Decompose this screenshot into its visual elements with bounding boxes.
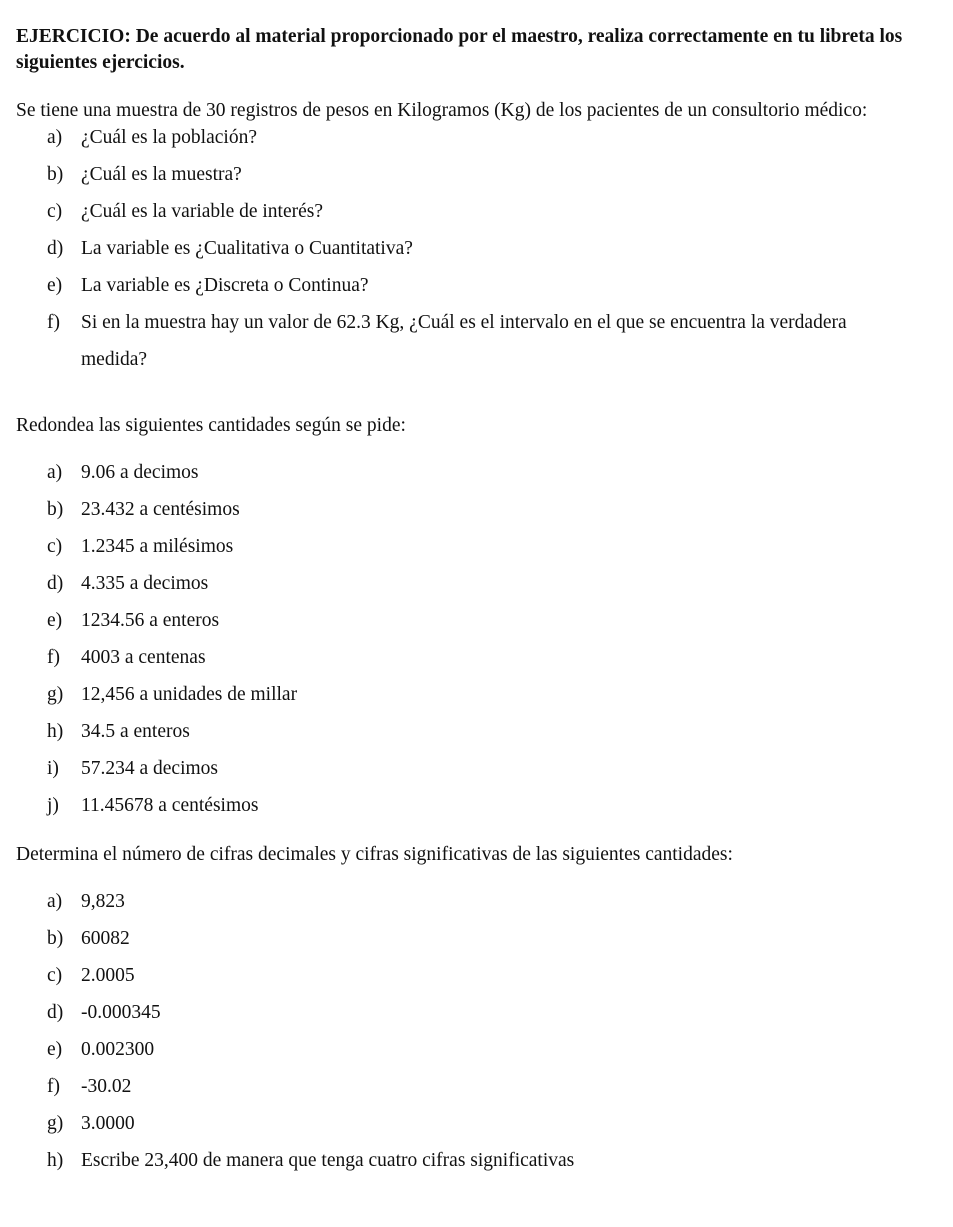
item-letter: c) [47,201,63,222]
list-item [16,926,916,951]
section2-heading: Redondea las siguientes cantidades según se pide: [16,415,406,436]
list-item [16,460,916,485]
item-text: -30.02 [81,1076,132,1097]
item-text: -0.000345 [81,1002,161,1023]
item-text: 4.335 a decimos [81,573,209,594]
list-item [16,534,916,559]
list-item [16,719,916,744]
item-text: 34.5 a enteros [81,721,190,742]
item-letter: f) [47,1076,60,1097]
list-item [16,1000,916,1025]
item-letter: g) [47,684,64,705]
item-letter: a) [47,462,63,483]
list-item [16,1074,916,1099]
document-page [16,24,916,1185]
item-letter: b) [47,164,64,185]
list-item [16,497,916,522]
list-item [16,162,916,187]
item-text: Escribe 23,400 de manera que tenga cuatro cifras significativas [81,1150,575,1171]
list-item [16,199,916,224]
section3-heading: Determina el número de cifras decimales y cifras significativas de las siguientes cantidades: [16,844,733,865]
list-item [16,273,916,298]
item-letter: f) [47,647,60,668]
item-letter: h) [47,721,64,742]
item-text: La variable es ¿Cualitativa o Cuantitativa? [81,238,413,259]
list-item [16,236,916,261]
item-letter: g) [47,1113,64,1134]
item-text: 4003 a centenas [81,647,206,668]
item-letter: d) [47,573,64,594]
item-letter: h) [47,1150,64,1171]
item-text: ¿Cuál es la muestra? [81,164,242,185]
list-item [16,1148,916,1173]
list-item [16,304,916,378]
item-text: ¿Cuál es la población? [81,127,257,148]
item-text: ¿Cuál es la variable de interés? [81,201,324,222]
item-letter: b) [47,928,64,949]
item-letter: d) [47,1002,64,1023]
item-letter: a) [47,127,63,148]
item-text: 0.002300 [81,1039,155,1060]
item-text: 2.0005 [81,965,135,986]
item-letter: f) [47,312,60,333]
item-letter: j) [47,795,59,816]
item-letter: e) [47,610,63,631]
item-letter: e) [47,1039,63,1060]
item-text: 23.432 a centésimos [81,499,240,520]
list-item [16,793,916,818]
list-item [16,125,916,150]
item-letter: c) [47,536,63,557]
item-letter: a) [47,891,63,912]
list-item [16,571,916,596]
list-item [16,963,916,988]
list-item [16,645,916,670]
item-text: 57.234 a decimos [81,758,219,779]
list-item [16,1037,916,1062]
item-letter: c) [47,965,63,986]
item-text: 11.45678 a centésimos [81,795,259,816]
item-text: 1.2345 a milésimos [81,536,234,557]
item-text: 9,823 [81,891,125,912]
item-letter: b) [47,499,64,520]
item-text: 60082 [81,928,130,949]
section2-rounding-list [16,460,916,818]
section1-intro: Se tiene una muestra de 30 registros de pesos en Kilogramos (Kg) de los pacientes de un consultorio médico: [16,100,868,121]
item-text: 3.0000 [81,1113,135,1134]
item-text: La variable es ¿Discreta o Continua? [81,275,369,296]
item-letter: i) [47,758,59,779]
item-text: 12,456 a unidades de millar [81,684,298,705]
section1-question-list [16,125,916,378]
item-letter: e) [47,275,63,296]
section3-figures-list [16,889,916,1173]
item-text: Si en la muestra hay un valor de 62.3 Kg, ¿Cuál es el intervalo en el que se encuentra la verdadera medida? [81,312,847,370]
list-item [16,889,916,914]
item-text: 9.06 a decimos [81,462,199,483]
list-item [16,608,916,633]
list-item [16,756,916,781]
list-item [16,682,916,707]
item-text: 1234.56 a enteros [81,610,220,631]
item-letter: d) [47,238,64,259]
list-item [16,1111,916,1136]
exercise-title: EJERCICIO: De acuerdo al material proporcionado por el maestro, realiza correctamente en tu libreta los siguientes ejercicios. [16,26,903,73]
